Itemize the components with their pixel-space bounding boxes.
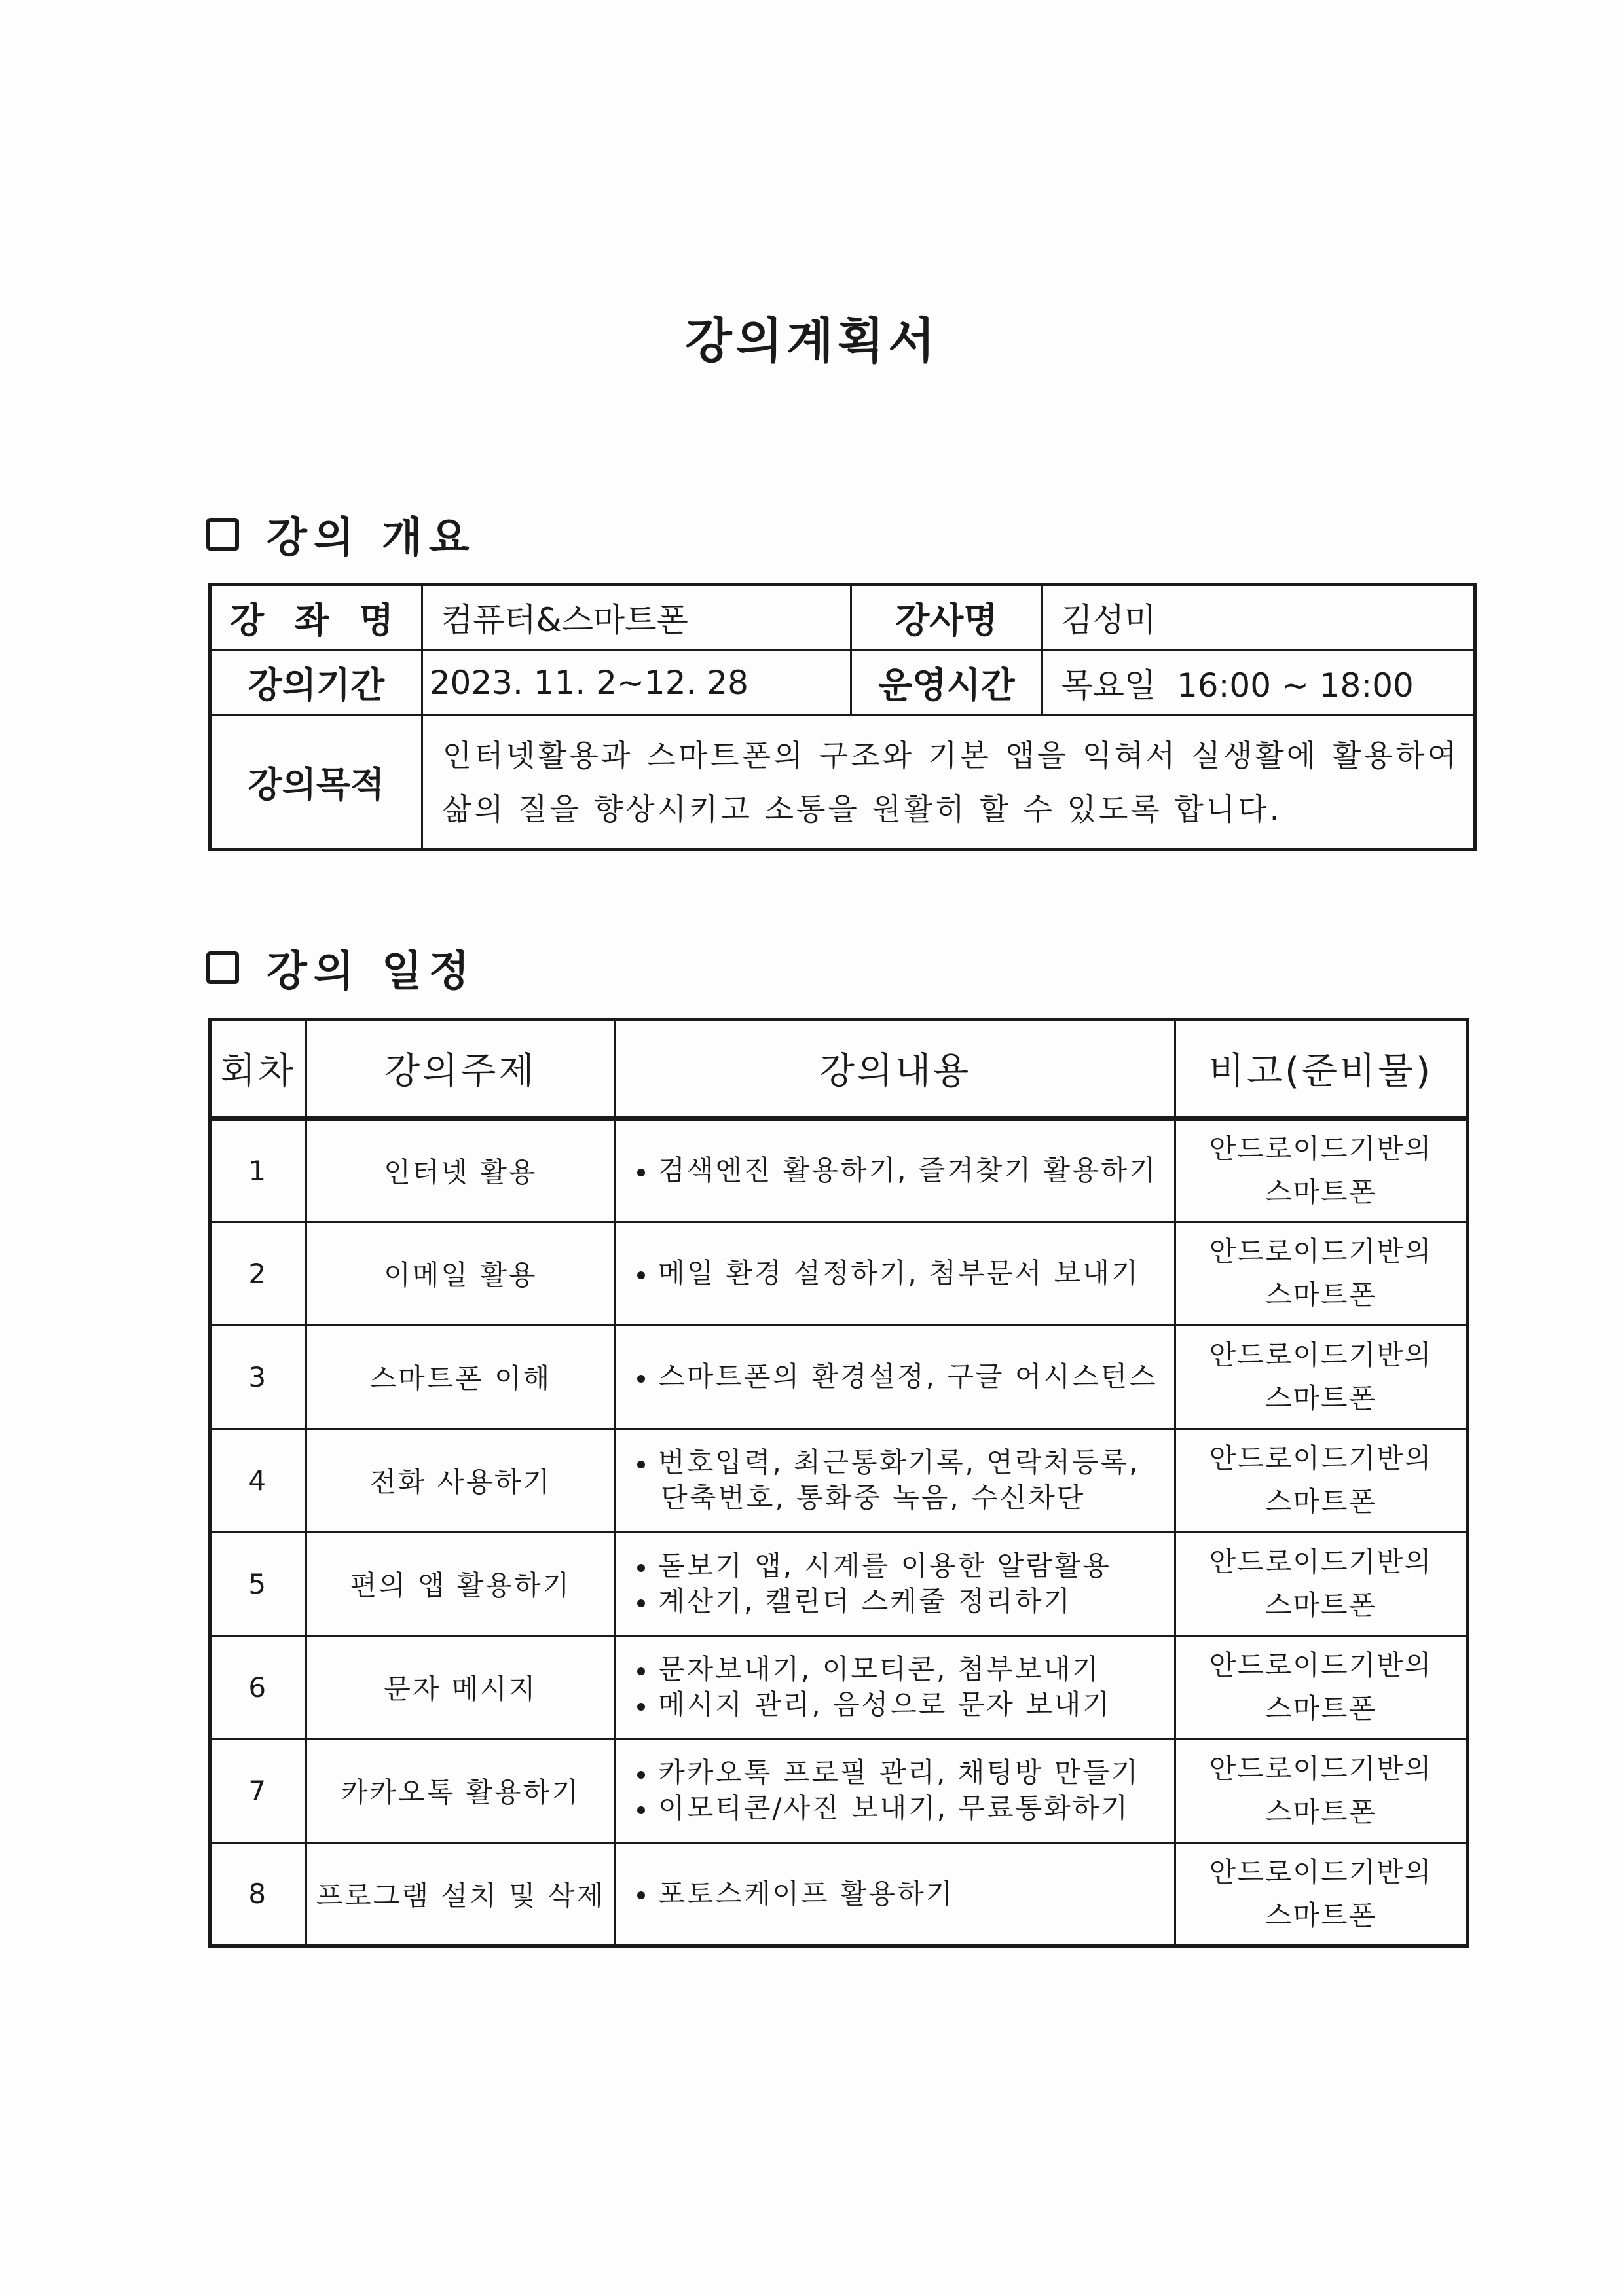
session-note xyxy=(1175,1842,1467,1946)
content-line xyxy=(635,1548,1173,1584)
content-line xyxy=(635,1652,1173,1687)
session-topic: 프로그램 설치 및 삭제 xyxy=(306,1842,616,1946)
bullet-icon xyxy=(637,1771,645,1779)
content-line xyxy=(635,1359,1173,1394)
content-text: 포토스케이프 활용하기 xyxy=(658,1877,955,1910)
session-number: 6 xyxy=(210,1635,306,1739)
session-note xyxy=(1175,1222,1467,1325)
note-line: 스마트폰 xyxy=(1264,1589,1377,1621)
note-line: 스마트폰 xyxy=(1264,1485,1377,1518)
table-row xyxy=(210,1429,1467,1532)
bullet-icon xyxy=(637,1461,645,1468)
session-note xyxy=(1175,1118,1467,1222)
note-line: 스마트폰 xyxy=(1264,1692,1377,1724)
content-text: 단축번호, 통화중 녹음, 수신차단 xyxy=(661,1482,1086,1514)
checkbox-icon xyxy=(206,951,239,984)
session-topic: 전화 사용하기 xyxy=(306,1429,616,1532)
session-topic: 스마트폰 이해 xyxy=(306,1325,616,1429)
note-line: 안드로이드기반의 xyxy=(1209,1442,1433,1474)
overview-table xyxy=(208,583,1477,851)
period-label: 강의기간 xyxy=(210,650,422,716)
bullet-icon xyxy=(637,1564,645,1572)
session-topic: 인터넷 활용 xyxy=(306,1118,616,1222)
bullet-icon xyxy=(637,1375,645,1383)
content-text: 돋보기 앱, 시계를 이용한 알람활용 xyxy=(658,1550,1111,1582)
session-number: 5 xyxy=(210,1532,306,1635)
period-value: 2023. 11. 2~12. 28 xyxy=(422,650,851,716)
operating-time-label: 운영시간 xyxy=(851,650,1042,716)
note-line: 스마트폰 xyxy=(1264,1176,1377,1209)
checkbox-icon xyxy=(206,518,239,551)
session-number: 7 xyxy=(210,1739,306,1842)
session-content xyxy=(616,1118,1175,1222)
session-content xyxy=(616,1739,1175,1842)
course-name-value: 컴퓨터&스마트폰 xyxy=(422,585,851,650)
bullet-icon xyxy=(637,1169,645,1176)
session-topic: 카카오톡 활용하기 xyxy=(306,1739,616,1842)
note-line: 스마트폰 xyxy=(1264,1899,1377,1931)
session-note xyxy=(1175,1739,1467,1842)
content-line xyxy=(635,1480,1173,1516)
content-text: 문자보내기, 이모티콘, 첨부보내기 xyxy=(658,1653,1101,1685)
content-text: 메시지 관리, 음성으로 문자 보내기 xyxy=(658,1688,1111,1721)
session-note xyxy=(1175,1635,1467,1739)
session-number: 1 xyxy=(210,1118,306,1222)
table-row xyxy=(210,1842,1467,1946)
content-text: 메일 환경 설정하기, 첨부문서 보내기 xyxy=(658,1257,1140,1289)
content-text: 스마트폰의 환경설정, 구글 어시스턴스 xyxy=(658,1360,1158,1393)
schedule-table xyxy=(208,1018,1469,1948)
overview-row-purpose xyxy=(210,716,1475,850)
note-line: 안드로이드기반의 xyxy=(1209,1855,1433,1888)
table-row xyxy=(210,1532,1467,1635)
note-line: 안드로이드기반의 xyxy=(1209,1339,1433,1371)
bullet-icon xyxy=(637,1599,645,1607)
overview-heading-label: 강의 개요 xyxy=(267,514,476,562)
content-text: 번호입력, 최근통화기록, 연락처등록, xyxy=(658,1446,1140,1478)
content-text: 이모티콘/사진 보내기, 무료통화하기 xyxy=(658,1792,1130,1824)
session-note xyxy=(1175,1325,1467,1429)
overview-row-period xyxy=(210,650,1475,716)
note-line: 안드로이드기반의 xyxy=(1209,1546,1433,1578)
overview-row-course xyxy=(210,585,1475,650)
content-line xyxy=(635,1153,1173,1188)
schedule-heading-label: 강의 일정 xyxy=(267,947,476,996)
table-row xyxy=(210,1325,1467,1429)
content-line xyxy=(635,1876,1173,1912)
session-topic: 이메일 활용 xyxy=(306,1222,616,1325)
session-note xyxy=(1175,1429,1467,1532)
overview-section-heading xyxy=(206,504,476,564)
session-number: 4 xyxy=(210,1429,306,1532)
note-line: 안드로이드기반의 xyxy=(1209,1753,1433,1785)
content-line xyxy=(635,1687,1173,1722)
session-content xyxy=(616,1842,1175,1946)
content-text: 계산기, 캘린더 스케줄 정리하기 xyxy=(658,1585,1072,1617)
session-topic: 편의 앱 활용하기 xyxy=(306,1532,616,1635)
session-content xyxy=(616,1222,1175,1325)
col-header-topic: 강의주제 xyxy=(306,1020,616,1119)
bullet-icon xyxy=(637,1667,645,1675)
purpose-label: 강의목적 xyxy=(210,716,422,850)
course-name-label: 강 좌 명 xyxy=(210,585,422,650)
note-line: 안드로이드기반의 xyxy=(1209,1235,1433,1267)
session-content xyxy=(616,1429,1175,1532)
content-line xyxy=(635,1791,1173,1826)
session-number: 2 xyxy=(210,1222,306,1325)
session-number: 3 xyxy=(210,1325,306,1429)
note-line: 안드로이드기반의 xyxy=(1209,1649,1433,1681)
content-line xyxy=(635,1755,1173,1791)
col-header-note: 비고(준비물) xyxy=(1175,1020,1467,1119)
session-number: 8 xyxy=(210,1842,306,1946)
instructor-value: 김성미 xyxy=(1042,585,1475,650)
bullet-icon xyxy=(637,1703,645,1711)
schedule-section-heading xyxy=(206,938,476,998)
session-content xyxy=(616,1325,1175,1429)
session-content xyxy=(616,1635,1175,1739)
table-row xyxy=(210,1118,1467,1222)
table-row xyxy=(210,1222,1467,1325)
bullet-icon xyxy=(637,1271,645,1279)
content-line xyxy=(635,1584,1173,1619)
note-line: 스마트폰 xyxy=(1264,1279,1377,1311)
table-row xyxy=(210,1635,1467,1739)
note-line: 스마트폰 xyxy=(1264,1796,1377,1828)
session-content xyxy=(616,1532,1175,1635)
content-line xyxy=(635,1445,1173,1480)
content-line xyxy=(635,1256,1173,1291)
content-text: 검색엔진 활용하기, 즐겨찾기 활용하기 xyxy=(658,1154,1158,1187)
col-header-content: 강의내용 xyxy=(616,1020,1175,1119)
instructor-label: 강사명 xyxy=(851,585,1042,650)
purpose-value: 인터넷활용과 스마트폰의 구조와 기본 앱을 익혀서 실생활에 활용하여 삶의 질을 향상시키고 소통을 원활히 할 수 있도록 합니다. xyxy=(422,716,1475,850)
content-text: 카카오톡 프로필 관리, 채팅방 만들기 xyxy=(658,1757,1140,1789)
schedule-body xyxy=(210,1118,1467,1946)
bullet-icon xyxy=(637,1806,645,1814)
col-header-session: 회차 xyxy=(210,1020,306,1119)
bullet-icon xyxy=(637,1891,645,1899)
note-line: 스마트폰 xyxy=(1264,1382,1377,1414)
session-topic: 문자 메시지 xyxy=(306,1635,616,1739)
document-title: 강의계획서 xyxy=(685,313,939,369)
note-line: 안드로이드기반의 xyxy=(1209,1133,1433,1165)
session-note xyxy=(1175,1532,1467,1635)
operating-time-value: 목요일 16:00 ~ 18:00 xyxy=(1042,650,1475,716)
schedule-header-row xyxy=(210,1020,1467,1119)
table-row xyxy=(210,1739,1467,1842)
